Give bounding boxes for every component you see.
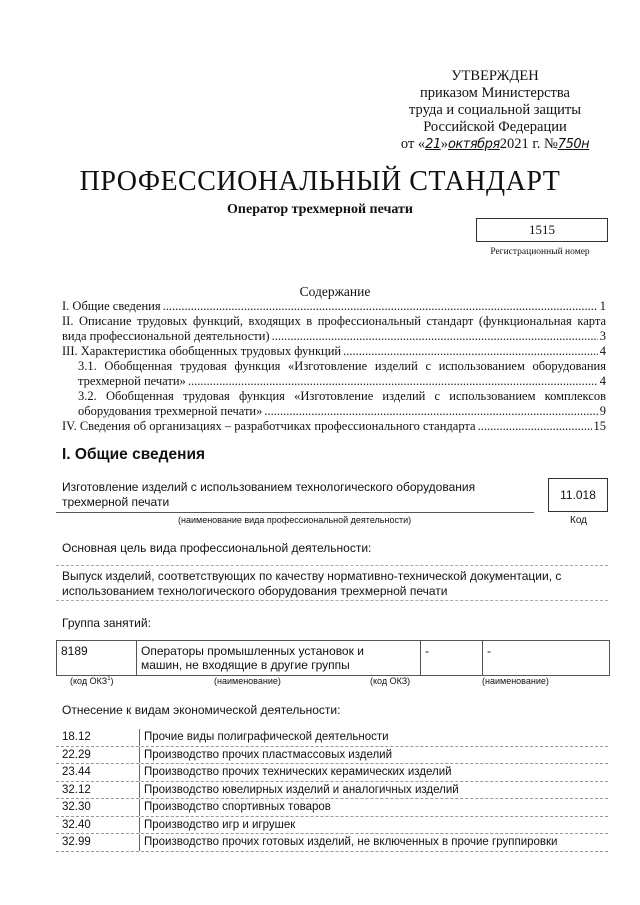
okved-table — [56, 729, 608, 852]
group-caption-code2: (код ОКЗ) — [370, 676, 411, 686]
document-title: ПРОФЕССИОНАЛЬНЫЙ СТАНДАРТ — [79, 166, 561, 197]
occupation-group-table — [56, 640, 610, 676]
okved-label: Отнесение к видам экономической деятельности: — [62, 703, 341, 717]
table-row: 18.12 Прочие виды полиграфической деятельности — [56, 729, 608, 747]
activity-caption: (наименование вида профессиональной деятельности) — [178, 515, 412, 525]
approval-month: октября — [447, 137, 500, 152]
goal-text-line1: Выпуск изделий, соответствующих по качеству нормативно-технической документации, с — [62, 569, 562, 583]
activity-name-line2: трехмерной печати — [62, 495, 170, 509]
approval-line1: УТВЕРЖДЕН — [451, 68, 539, 84]
group-code-cell: 8189 — [57, 641, 137, 675]
toc-item[interactable]: I. Общие сведения ..... 1 — [62, 299, 606, 314]
approval-line3: труда и социальной защиты — [409, 102, 581, 118]
registration-label: Регистрационный номер — [490, 247, 590, 257]
table-row: 32.40 Производство игр и игрушек — [56, 817, 608, 835]
toc-item[interactable]: II. Описание трудовых функций, входящих в профессиональный стандарт (функциональная карта вида профессиональной деятельности) ..... 3 — [62, 314, 606, 344]
approval-block — [390, 68, 600, 153]
group-code2-cell: - — [421, 641, 483, 675]
code-caption: Код — [570, 515, 588, 526]
goal-label: Основная цель вида профессиональной деятельности: — [62, 541, 372, 555]
activity-underline — [56, 512, 534, 513]
toc-item[interactable]: III. Характеристика обобщенных трудовых функций ..... 4 — [62, 344, 606, 359]
group-name-cell: Операторы промышленных установок и машин, не входящие в другие группы — [137, 641, 421, 675]
table-row: 32.30 Производство спортивных товаров — [56, 799, 608, 817]
approval-date-line: от «21»октября2021 г. №750н — [400, 136, 590, 152]
table-of-contents — [62, 299, 606, 434]
document-subtitle: Оператор трехмерной печати — [227, 202, 413, 217]
approval-line4: Российской Федерации — [423, 119, 567, 135]
table-row: 22.29 Производство прочих пластмассовых изделий — [56, 747, 608, 765]
group-caption-name: (наименование) — [214, 676, 281, 686]
approval-number: 750н — [557, 137, 590, 152]
table-row: 32.99 Производство прочих готовых изделий, не включенных в прочие группировки — [56, 834, 608, 852]
group-label: Группа занятий: — [62, 616, 151, 630]
group-caption-name2: (наименование) — [482, 676, 549, 686]
registration-number-box: 1515 — [476, 218, 608, 242]
goal-text-line2: использованием технологического оборудования трехмерной печати — [62, 584, 448, 598]
table-row: 23.44 Производство прочих технических керамических изделий — [56, 764, 608, 782]
activity-code-box: 11.018 — [548, 478, 608, 512]
activity-name-line1: Изготовление изделий с использованием технологического оборудования — [62, 480, 476, 494]
approval-line2: приказом Министерства — [420, 85, 570, 101]
group-caption-code: (код ОКЗ$^1$) — [70, 676, 114, 686]
group-name2-cell: - — [487, 644, 491, 658]
toc-item[interactable]: IV. Сведения об организациях – разработчиках профессионального стандарта ..... 15 — [62, 419, 606, 434]
section-heading: I. Общие сведения — [62, 446, 206, 463]
approval-day: 21 — [425, 137, 441, 152]
toc-title: Содержание — [299, 284, 371, 299]
toc-item[interactable]: 3.2. Обобщенная трудовая функция «Изготовление изделий с использованием комплексов оборудования трехмерной печати» ..... 9 — [62, 389, 606, 419]
toc-item[interactable]: 3.1. Обобщенная трудовая функция «Изготовление изделий с использованием оборудования трехмерной печати» ..... 4 — [62, 359, 606, 389]
table-row: 32.12 Производство ювелирных изделий и аналогичных изделий — [56, 782, 608, 800]
